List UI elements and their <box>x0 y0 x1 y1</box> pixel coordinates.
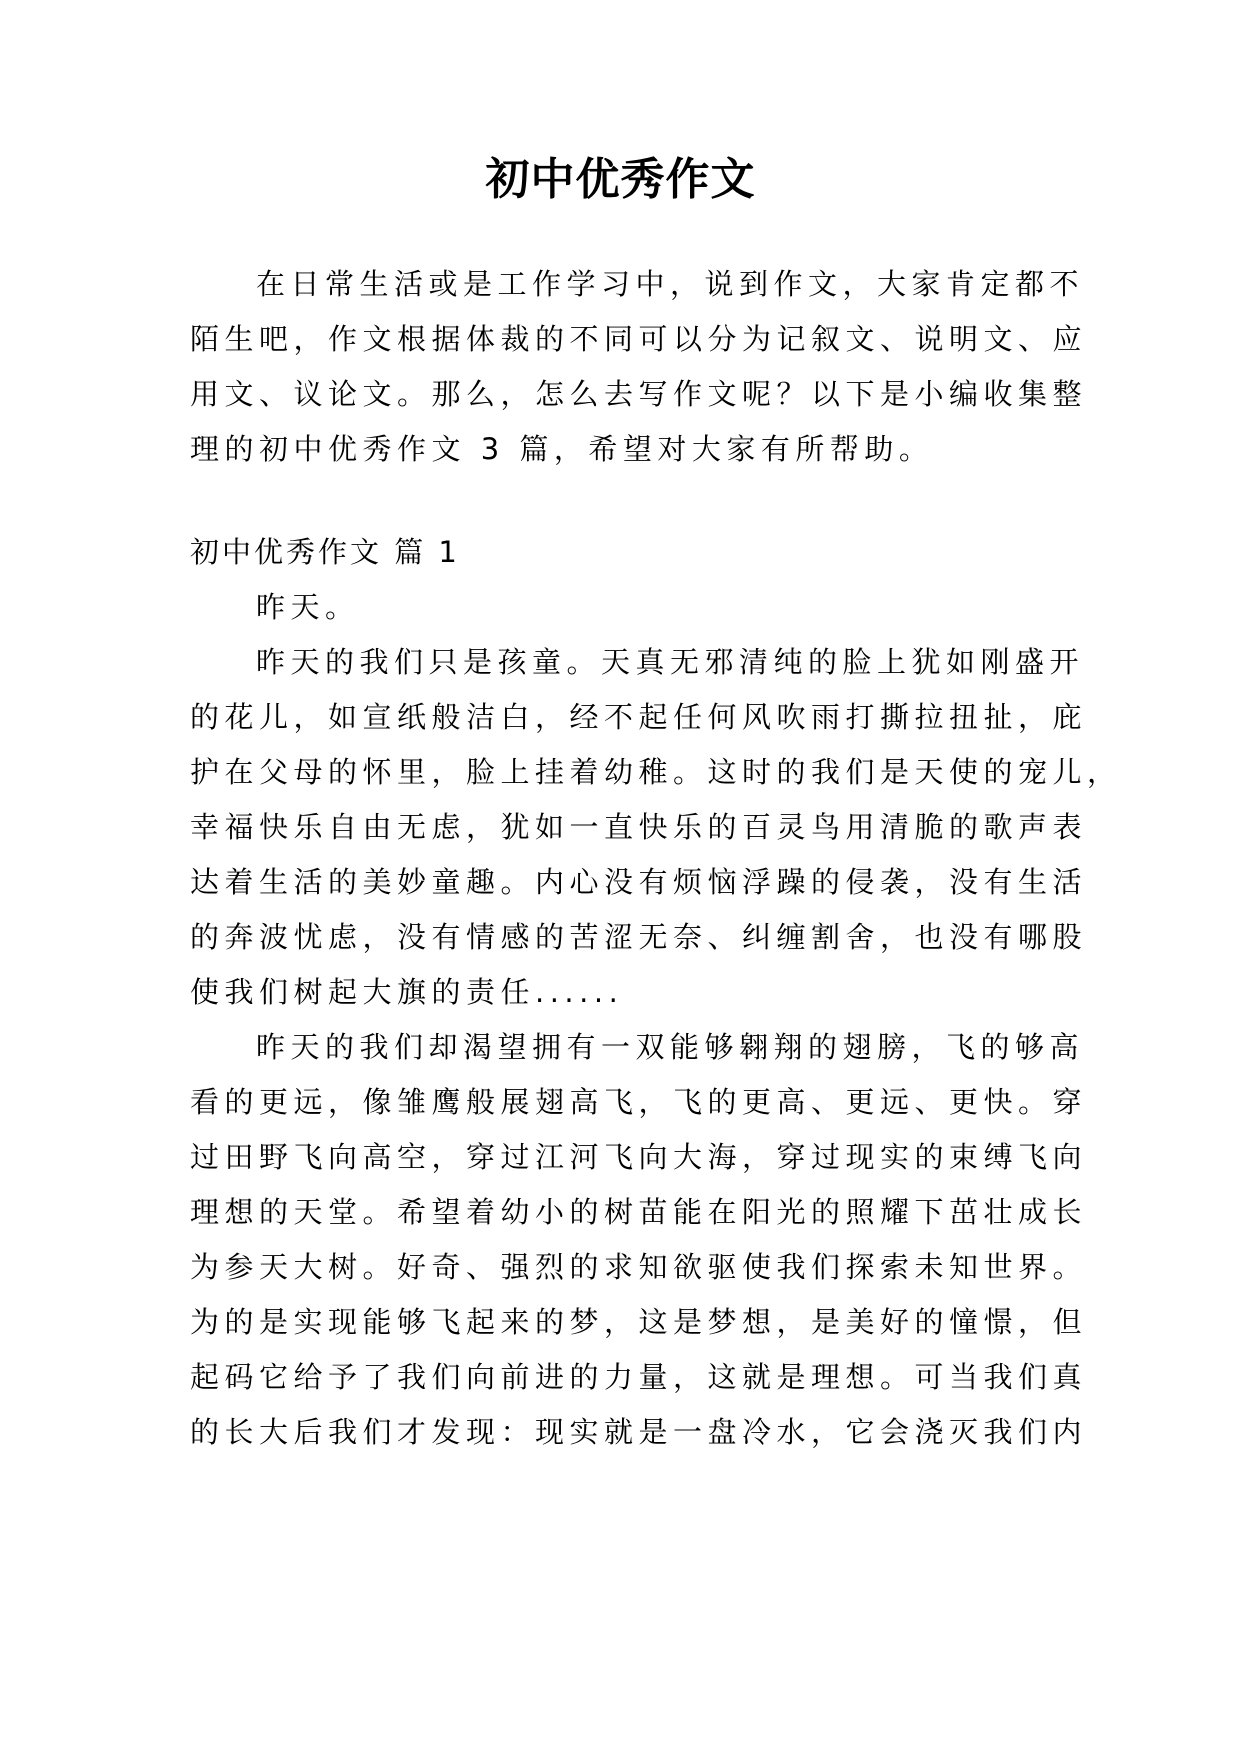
paragraph-line: 的奔波忧虑，没有情感的苦涩无奈、纠缠割舍，也没有哪股 <box>190 920 1088 954</box>
paragraph-line: 为参天大树。好奇、强烈的求知欲驱使我们探索未知世界。 <box>190 1250 1088 1284</box>
paragraph-line: 过田野飞向高空，穿过江河飞向大海，穿过现实的束缚飞向 <box>190 1140 1088 1174</box>
paragraph-line: 理想的天堂。希望着幼小的树苗能在阳光的照耀下茁壮成长 <box>190 1195 1088 1229</box>
paragraph-line: 的长大后我们才发现：现实就是一盘冷水，它会浇灭我们内 <box>190 1415 1088 1449</box>
intro-line: 理的初中优秀作文 3 篇，希望对大家有所帮助。 <box>190 432 934 466</box>
intro-line: 在日常生活或是工作学习中，说到作文，大家肯定都不 <box>256 267 1085 301</box>
paragraph-line: 使我们树起大旗的责任...... <box>190 975 624 1009</box>
paragraph-line: 看的更远，像雏鹰般展翅高飞，飞的更高、更远、更快。穿 <box>190 1085 1088 1119</box>
paragraph-line: 的花儿，如宣纸般洁白，经不起任何风吹雨打撕拉扭扯，庇 <box>190 700 1088 734</box>
paragraph-line: 起码它给予了我们向前进的力量，这就是理想。可当我们真 <box>190 1360 1088 1394</box>
paragraph-line: 护在父母的怀里，脸上挂着幼稚。这时的我们是天使的宠儿， <box>190 755 1122 789</box>
paragraph-line: 昨天。 <box>256 590 360 624</box>
paragraph-line: 达着生活的美妙童趣。内心没有烦恼浮躁的侵袭，没有生活 <box>190 865 1088 899</box>
paragraph-line: 昨天的我们只是孩童。天真无邪清纯的脸上犹如刚盛开 <box>256 645 1085 679</box>
intro-line: 用文、议论文。那么，怎么去写作文呢？以下是小编收集整 <box>190 377 1088 411</box>
intro-line: 陌生吧，作文根据体裁的不同可以分为记叙文、说明文、应 <box>190 322 1088 356</box>
paragraph-line: 昨天的我们却渴望拥有一双能够翱翔的翅膀，飞的够高 <box>256 1030 1085 1064</box>
document-title: 初中优秀作文 <box>485 154 756 205</box>
section-heading: 初中优秀作文 篇 1 <box>190 535 460 569</box>
paragraph-line: 幸福快乐自由无虑，犹如一直快乐的百灵鸟用清脆的歌声表 <box>190 810 1088 844</box>
paragraph-line: 为的是实现能够飞起来的梦，这是梦想，是美好的憧憬，但 <box>190 1305 1088 1339</box>
